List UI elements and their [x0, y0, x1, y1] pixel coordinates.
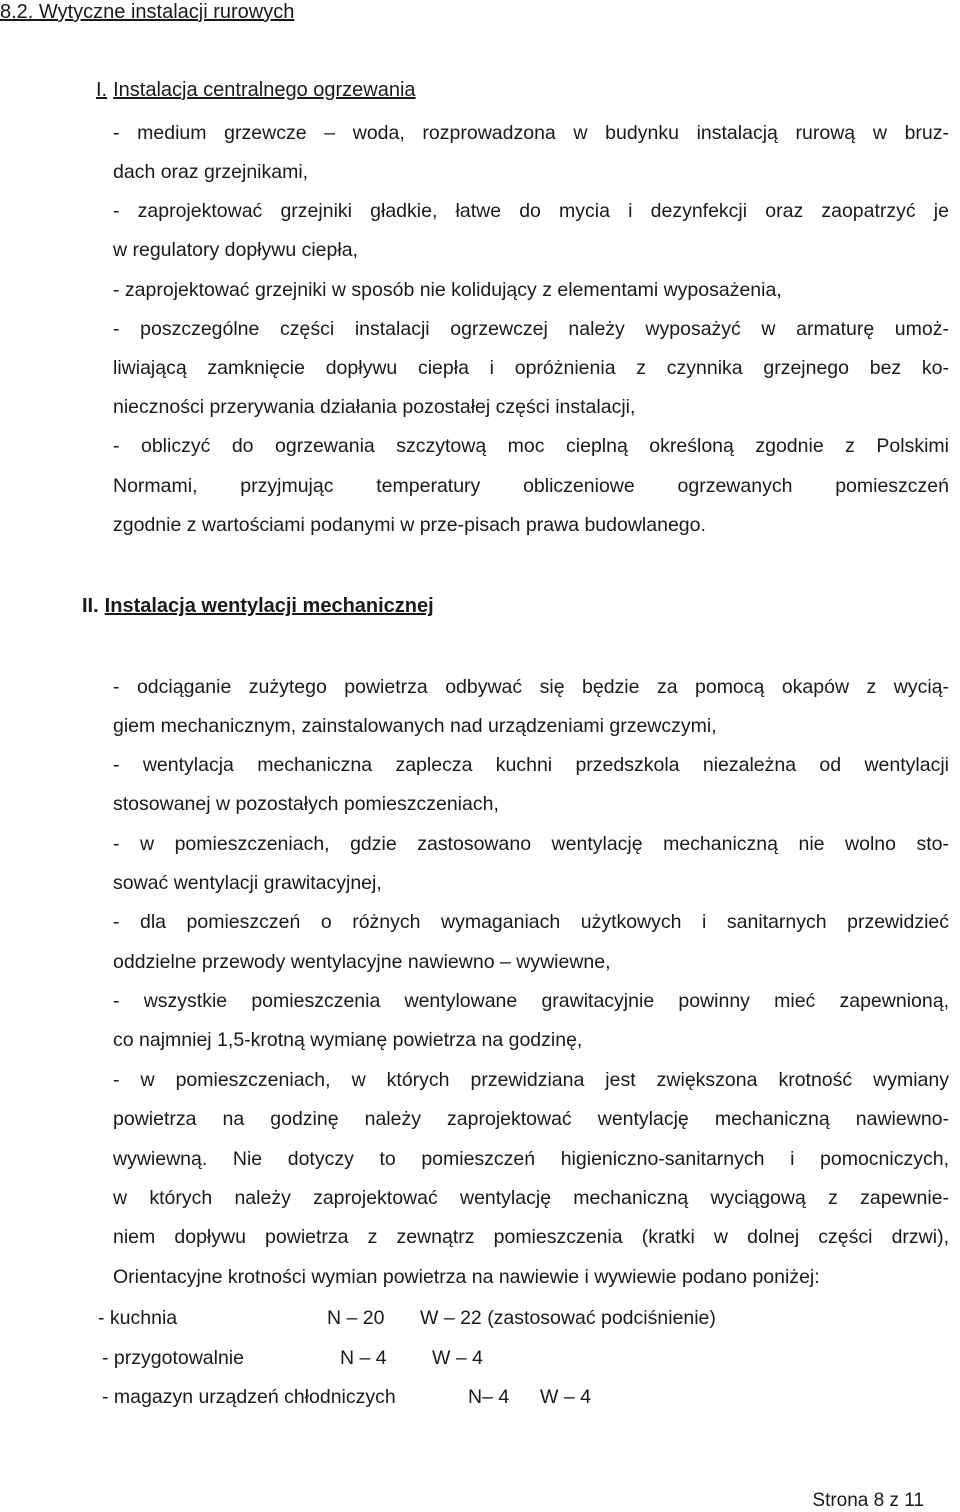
paragraph-line: - poszczególne części instalacji ogrzewczej należy wyposażyć w armaturę umoż-	[113, 318, 949, 340]
paragraph-line: stosowanej w pozostałych pomieszczeniach,	[113, 793, 499, 815]
paragraph-line: niem dopływu powietrza z zewnątrz pomieszczenia (kratki w dolnej części drzwi),	[113, 1226, 949, 1248]
paragraph-line: - w pomieszczeniach, w których przewidziana jest zwiększona krotność wymiany	[113, 1069, 949, 1091]
section-2-number: II.	[82, 595, 99, 617]
paragraph-line: wywiewną. Nie dotyczy to pomieszczeń higieniczno-sanitarnych i pomocniczych,	[113, 1148, 949, 1170]
paragraph-line: nieczności przerywania działania pozostałej części instalacji,	[113, 396, 636, 418]
rate-supply-value: N – 20	[327, 1307, 385, 1329]
page-number: Strona 8 z 11	[812, 1490, 924, 1511]
rate-exhaust-value: W – 4	[540, 1386, 591, 1408]
paragraph-line: co najmniej 1,5-krotną wymianę powietrza na godzinę,	[113, 1029, 583, 1051]
paragraph-line: w których należy zaprojektować wentylację mechaniczną wyciągową z zapewnie-	[113, 1187, 949, 1209]
section-2-title-text: Instalacja wentylacji mechanicznej	[104, 595, 434, 617]
rate-exhaust-value: W – 22 (zastosować podciśnienie)	[420, 1307, 716, 1329]
rate-supply-value: N– 4	[468, 1386, 510, 1408]
paragraph-line: oddzielne przewody wentylacyjne nawiewno – wywiewne,	[113, 951, 611, 973]
rate-supply-value: N – 4	[340, 1347, 387, 1369]
paragraph-line: w regulatory dopływu ciepła,	[113, 239, 358, 261]
paragraph-line: Normami, przyjmując temperatury obliczeniowe ogrzewanych pomieszczeń	[113, 475, 949, 497]
paragraph-line: - wszystkie pomieszczenia wentylowane grawitacyjnie powinny mieć zapewnioną,	[113, 990, 949, 1012]
paragraph-line: - zaprojektować grzejniki gładkie, łatwe do mycia i dezynfekcji oraz zaopatrzyć je	[113, 200, 949, 222]
paragraph-line: giem mechanicznym, zainstalowanych nad urządzeniami grzewczymi,	[113, 715, 717, 737]
paragraph-line: zgodnie z wartościami podanymi w prze-pisach prawa budowlanego.	[113, 514, 706, 536]
paragraph-line: liwiającą zamknięcie dopływu ciepła i opróżnienia z czynnika grzejnego bez ko-	[113, 357, 949, 379]
paragraph-line: - medium grzewcze – woda, rozprowadzona w budynku instalacją rurową w bruz-	[113, 122, 949, 144]
rate-room-name: - kuchnia	[98, 1307, 178, 1329]
paragraph-line: - odciąganie zużytego powietrza odbywać się będzie za pomocą okapów z wycią-	[113, 676, 949, 698]
rate-exhaust-value: W – 4	[432, 1347, 483, 1369]
paragraph-line: - wentylacja mechaniczna zaplecza kuchni przedszkola niezależna od wentylacji	[113, 754, 949, 776]
paragraph-line: Orientacyjne krotności wymian powietrza na nawiewie i wywiewie podano poniżej:	[113, 1266, 820, 1288]
paragraph-line: - dla pomieszczeń o różnych wymaganiach użytkowych i sanitarnych przewidzieć	[113, 911, 949, 933]
paragraph-line: dach oraz grzejnikami,	[113, 161, 309, 183]
section-1-number: I.	[96, 79, 108, 101]
section-1-title-text: Instalacja centralnego ogrzewania	[113, 79, 416, 101]
paragraph-line: - zaprojektować grzejniki w sposób nie kolidujący z elementami wyposażenia,	[113, 279, 782, 301]
rate-room-name: - przygotowalnie	[102, 1347, 244, 1369]
section-1-title	[96, 78, 416, 102]
paragraph-line: powietrza na godzinę należy zaprojektować wentylację mechaniczną nawiewno-	[113, 1108, 949, 1130]
paragraph-line: sować wentylacji grawitacyjnej,	[113, 872, 382, 894]
paragraph-line: - w pomieszczeniach, gdzie zastosowano wentylację mechaniczną nie wolno sto-	[113, 833, 949, 855]
section-heading: 8.2. Wytyczne instalacji rurowych	[0, 1, 295, 23]
section-2-title	[82, 594, 434, 618]
paragraph-line: - obliczyć do ogrzewania szczytową moc cieplną określoną zgodnie z Polskimi	[113, 435, 949, 457]
rate-room-name: - magazyn urządzeń chłodniczych	[102, 1386, 396, 1408]
